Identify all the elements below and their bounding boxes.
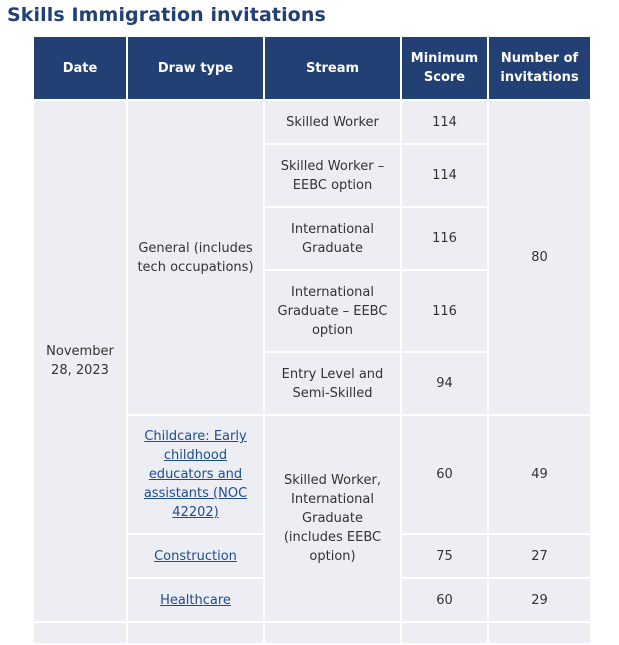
empty-cell [265,623,400,643]
empty-cell [402,623,487,643]
header-row [34,37,590,99]
header-stream: Stream [265,37,400,99]
invitations-cell: 29 [489,579,590,621]
header-draw-type: Draw type [128,37,263,99]
invitations-cell: 49 [489,416,590,533]
empty-cell [34,623,126,643]
draw-type-general: General (includes tech occupations) [128,101,263,414]
stream-cell: Skilled Worker – EEBC option [265,145,400,206]
healthcare-link[interactable]: Healthcare [160,592,231,608]
stream-cell: International Graduate [265,208,400,269]
stream-cell: International Graduate – EEBC option [265,271,400,351]
score-cell: 114 [402,101,487,143]
header-number-of-invitations: Number of invitations [489,37,590,99]
empty-cell [489,623,590,643]
draw-type-healthcare [128,579,263,621]
score-cell: 60 [402,416,487,533]
construction-link[interactable]: Construction [154,548,237,564]
stream-cell: Entry Level and Semi-Skilled [265,353,400,414]
score-cell: 116 [402,271,487,351]
invitations-table [32,35,592,645]
stream-cell: Skilled Worker [265,101,400,143]
score-cell: 94 [402,353,487,414]
table-row-partial [34,623,590,643]
score-cell: 60 [402,579,487,621]
page-title: Skills Immigration invitations [7,4,326,26]
invitations-cell: 27 [489,535,590,577]
score-cell: 114 [402,145,487,206]
header-minimum-score: Minimum Score [402,37,487,99]
draw-type-childcare [128,416,263,533]
score-cell: 116 [402,208,487,269]
empty-cell [128,623,263,643]
targeted-stream-cell: Skilled Worker, International Graduate (includes EEBC option) [265,416,400,621]
draw-type-construction [128,535,263,577]
table-row [34,101,590,143]
invitations-general: 80 [489,101,590,414]
childcare-link[interactable]: Childcare: Early childhood educators and assistants (NOC 42202) [143,429,248,520]
date-cell: November 28, 2023 [34,101,126,621]
header-date: Date [34,37,126,99]
score-cell: 75 [402,535,487,577]
